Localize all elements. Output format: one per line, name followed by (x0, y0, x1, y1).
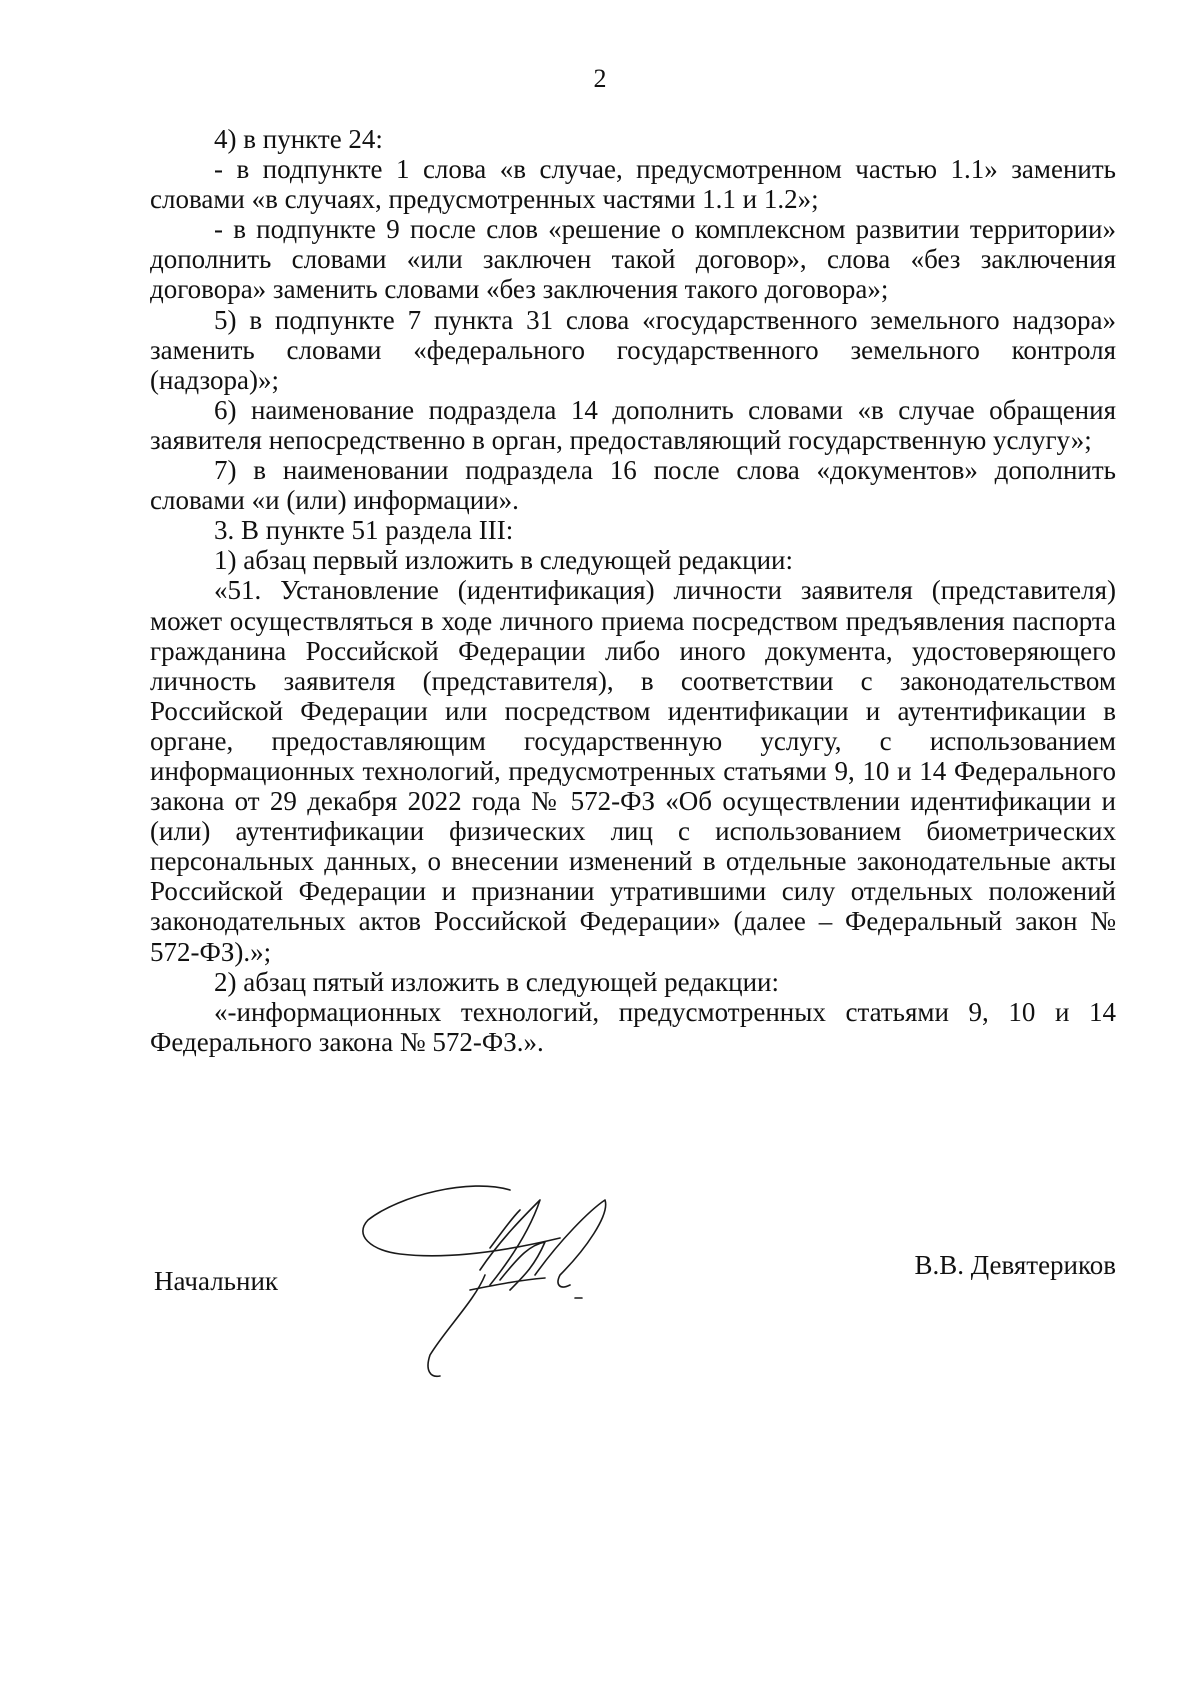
signer-name: В.В. Девятериков (914, 1250, 1116, 1280)
paragraph-it-tech: «-информационных технологий, предусмотренных статьями 9, 10 и 14 Федерального закона № 572-ФЗ.». (150, 996, 1116, 1057)
paragraph-point-51: «51. Установление (идентификация) личности заявителя (представителя) может осуществляться в ходе личного приема посредством предъявления паспорта гражданина Российской Федерации либо иного документа, удостоверяющего личность заявителя (представителя), в соответствии с законодательством Российской Федерации или посредством идентификации и аутентификации в органе, предоставляющим государственную услугу, с использованием информационных технологий, предусмотренных статьями 9, 10 и 14 Федерального закона от 29 декабря 2022 года № 572-ФЗ «Об осуществлении идентификации и (или) аутентификации физических лиц с использованием биометрических персональных данных, о внесении изменений в отдельные законодательные акты Российской Федерации и признании утратившими силу отдельных положений законодательных актов Российской Федерации» (далее – Федеральный закон № 572-ФЗ).»; (150, 575, 1116, 967)
paragraph-subitem-9: - в подпункте 9 после слов «решение о комплексном развитии территории» дополнить словами «или заключен такой договор», слова «без заключения договора» заменить словами «без заключения такого договора»; (150, 214, 1116, 305)
handwritten-signature (360, 1180, 660, 1380)
paragraph-abzac-5: 2) абзац пятый изложить в следующей редакции: (214, 966, 779, 997)
signature-block (150, 1180, 1116, 1380)
paragraph-section-3: 3. В пункте 51 раздела III: (214, 515, 514, 546)
paragraph-item-6: 6) наименование подраздела 14 дополнить словами «в случае обращения заявителя непосредственно в орган, предоставляющий государственную услугу»; (150, 394, 1116, 455)
paragraph-item-4: 4) в пункте 24: (214, 124, 383, 154)
paragraph-item-5: 5) в подпункте 7 пункта 31 слова «государственного земельного надзора» заменить словами «федерального государственного земельного контроля (надзора)»; (150, 304, 1116, 395)
paragraph-subitem-1: - в подпункте 1 слова «в случае, предусмотренном частью 1.1» заменить словами «в случаях, предусмотренных частями 1.1 и 1.2»; (150, 154, 1116, 215)
signer-position: Начальник (154, 1266, 279, 1296)
document-body (150, 124, 1116, 1057)
paragraph-item-7: 7) в наименовании подраздела 16 после слова «документов» дополнить словами «и (или) информации». (150, 455, 1116, 516)
page-number: 2 (593, 64, 607, 93)
paragraph-abzac-1: 1) абзац первый изложить в следующей редакции: (214, 545, 793, 576)
